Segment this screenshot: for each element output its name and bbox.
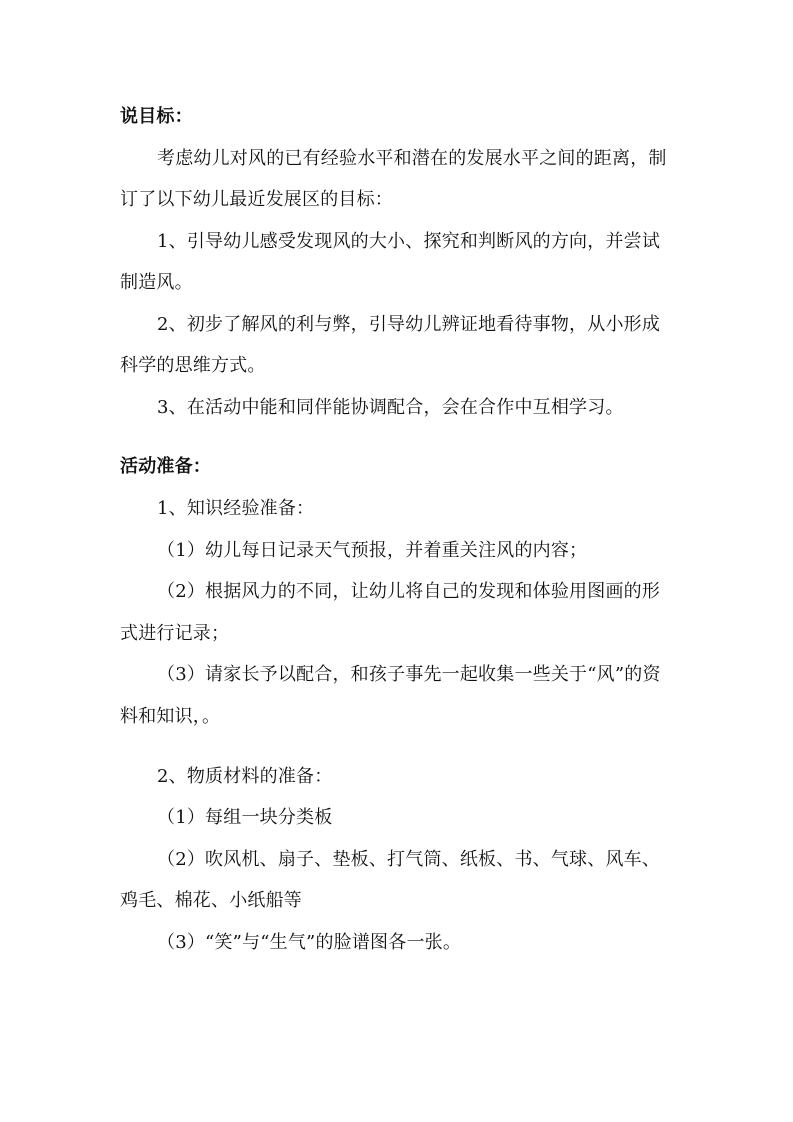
goal-item-1-line-1: 1、引导幼儿感受发现风的大小、探究和判断风的方向，并尝试 [157,231,661,252]
knowledge-item-3-line-2: 料和知识，。 [120,706,221,727]
knowledge-title: 1、知识经验准备： [157,498,315,519]
materials-item-2-line-1: （2）吹风机、扇子、垫板、打气筒、纸板、书、气球、风车、 [157,849,661,870]
goals-heading: 说目标： [120,106,193,127]
goal-item-1-line-2: 制造风。 [120,272,193,293]
knowledge-item-3-line-1: （3）请家长予以配合，和孩子事先一起收集一些关于“风”的资 [157,664,661,685]
preparation-heading: 活动准备： [120,456,211,477]
knowledge-item-2-line-2: 式进行记录； [120,623,230,644]
materials-item-2-line-2: 鸡毛、棉花、小纸船等 [120,890,302,911]
materials-item-3: （3）“笑”与“生气”的脸谱图各一张。 [157,932,462,953]
goal-item-2-line-1: 2、初步了解风的利与弊，引导幼儿辨证地看待事物，从小形成 [157,314,661,335]
knowledge-item-1: （1）幼儿每日记录天气预报，并着重关注风的内容； [157,540,588,561]
knowledge-item-2-line-1: （2）根据风力的不同，让幼儿将自己的发现和体验用图画的形 [157,581,661,602]
goal-item-2-line-2: 科学的思维方式。 [120,355,266,376]
goals-intro-line-1: 考虑幼儿对风的已有经验水平和潜在的发展水平之间的距离，制 [157,148,667,169]
materials-item-1: （1）每组一块分类板 [157,807,333,828]
goal-item-3: 3、在活动中能和同伴能协调配合，会在合作中互相学习。 [157,397,624,418]
materials-title: 2、物质材料的准备： [157,766,333,787]
goals-intro-line-2: 订了以下幼儿最近发展区的目标： [120,189,393,210]
